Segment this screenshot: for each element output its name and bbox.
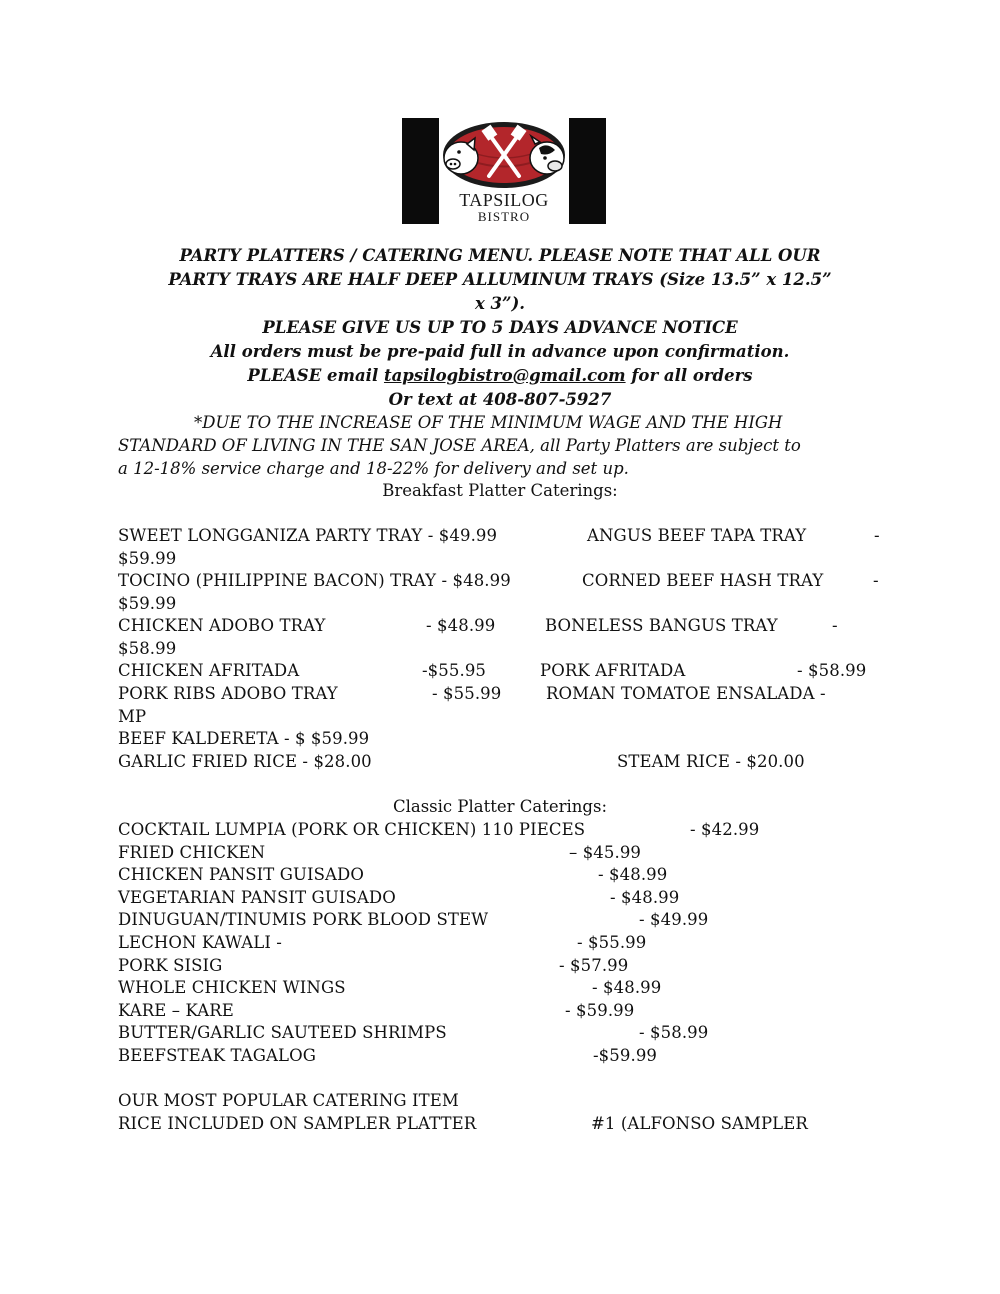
wage-notice-2 — [118, 436, 888, 455]
bf-row-5-right: ROMAN TOMATOE ENSALADA - — [546, 684, 826, 703]
bf-row-3-wrap: $58.99 — [118, 639, 177, 658]
classic-item-price: - $49.99 — [639, 910, 709, 929]
email-prefix: PLEASE email — [247, 366, 384, 385]
classic-item-price: - $59.99 — [565, 1001, 635, 1020]
classic-item-price: -$59.99 — [593, 1046, 658, 1065]
bf-row-5-left: PORK RIBS ADOBO TRAY — [118, 684, 338, 703]
bf-row-2-dash: - — [873, 571, 879, 590]
classic-item-name: LECHON KAWALI - — [118, 933, 282, 952]
advance-notice: PLEASE GIVE US UP TO 5 DAYS ADVANCE NOTICE — [262, 318, 738, 337]
bf-row-5-wrap: MP — [118, 707, 147, 726]
classic-item-price: - $58.99 — [639, 1023, 709, 1042]
bf-row-6-left: BEEF KALDERETA - $ $59.99 — [118, 729, 370, 748]
logo-name: TAPSILOG — [459, 190, 549, 210]
bf-row-4-right: PORK AFRITADA — [540, 661, 686, 680]
logo-right-bar — [569, 118, 606, 224]
bf-row-1-left: SWEET LONGGANIZA PARTY TRAY - $49.99 — [118, 526, 498, 545]
classic-heading: Classic Platter Caterings: — [392, 797, 608, 816]
classic-item-price: - $48.99 — [610, 888, 680, 907]
classic-item-name: WHOLE CHICKEN WINGS — [118, 978, 346, 997]
popular-heading: OUR MOST POPULAR CATERING ITEM — [118, 1091, 459, 1110]
classic-item-name: BUTTER/GARLIC SAUTEED SHRIMPS — [118, 1023, 447, 1042]
bf-row-1-right: ANGUS BEEF TAPA TRAY — [587, 526, 807, 545]
classic-item-price: - $42.99 — [690, 820, 760, 839]
classic-item-name: VEGETARIAN PANSIT GUISADO — [118, 888, 396, 907]
classic-item-price: - $55.99 — [577, 933, 647, 952]
wage-notice-2a: STANDARD OF LIVING IN THE SAN JOSE AREA, — [118, 436, 535, 455]
tapsilog-logo — [402, 118, 606, 224]
wage-notice-1: *DUE TO THE INCREASE OF THE MINIMUM WAGE AND THE HIGH — [194, 413, 783, 432]
bf-row-2-wrap: $59.99 — [118, 594, 177, 613]
bf-row-3-dash: - — [832, 616, 838, 635]
email-line — [110, 366, 890, 385]
header-line-3: x 3”). — [474, 294, 526, 313]
header-line-1: PARTY PLATTERS / CATERING MENU. PLEASE NOTE THAT ALL OUR — [179, 246, 821, 265]
email-suffix: for all orders — [625, 366, 753, 385]
bf-row-1-dash: - — [874, 526, 880, 545]
classic-item-price: - $57.99 — [559, 956, 629, 975]
logo-left-bar — [402, 118, 439, 224]
bf-row-3-price: - $48.99 — [426, 616, 496, 635]
logo-subtitle: BISTRO — [477, 209, 531, 224]
bf-row-1-wrap: $59.99 — [118, 549, 177, 568]
bf-row-5-price: - $55.99 — [432, 684, 502, 703]
email-link[interactable]: tapsilogbistro@gmail.com — [383, 366, 626, 385]
bf-row-7-right: STEAM RICE - $20.00 — [617, 752, 805, 771]
prepaid-notice: All orders must be pre-paid full in advance upon confirmation. — [210, 342, 790, 361]
classic-item-name: PORK SISIG — [118, 956, 223, 975]
classic-item-name: BEEFSTEAK TAGALOG — [118, 1046, 316, 1065]
wage-notice-3: a 12-18% service charge and 18-22% for delivery and set up. — [118, 459, 629, 478]
classic-item-name: COCKTAIL LUMPIA (PORK OR CHICKEN) 110 PIECES — [118, 820, 586, 839]
bf-row-3-left: CHICKEN ADOBO TRAY — [118, 616, 326, 635]
bf-row-4-dash: - $58.99 — [797, 661, 867, 680]
bf-row-7-left: GARLIC FRIED RICE - $28.00 — [118, 752, 372, 771]
bf-row-4-price: -$55.95 — [422, 661, 487, 680]
breakfast-heading: Breakfast Platter Caterings: — [382, 481, 618, 500]
bf-row-3-right: BONELESS BANGUS TRAY — [545, 616, 778, 635]
classic-item-name: DINUGUAN/TINUMIS PORK BLOOD STEW — [118, 910, 489, 929]
bf-row-2-right: CORNED BEEF HASH TRAY — [582, 571, 824, 590]
sampler-name: #1 (ALFONSO SAMPLER — [591, 1114, 808, 1133]
sampler-rice-note: RICE INCLUDED ON SAMPLER PLATTER — [118, 1114, 477, 1133]
wage-notice-2b: all Party Platters are subject to — [534, 436, 801, 455]
bf-row-4-left: CHICKEN AFRITADA — [118, 661, 300, 680]
bf-row-2-left: TOCINO (PHILIPPINE BACON) TRAY - $48.99 — [118, 571, 511, 590]
classic-item-price: - $48.99 — [592, 978, 662, 997]
classic-item-price: - $48.99 — [598, 865, 668, 884]
classic-item-name: KARE – KARE — [118, 1001, 234, 1020]
classic-item-name: CHICKEN PANSIT GUISADO — [118, 865, 365, 884]
classic-item-price: – $45.99 — [569, 843, 642, 862]
header-line-2: PARTY TRAYS ARE HALF DEEP ALLUMINUM TRAYS (Size 13.5” x 12.5” — [168, 270, 832, 289]
text-phone-line: Or text at 408-807-5927 — [388, 390, 612, 409]
classic-item-name: FRIED CHICKEN — [118, 843, 266, 862]
